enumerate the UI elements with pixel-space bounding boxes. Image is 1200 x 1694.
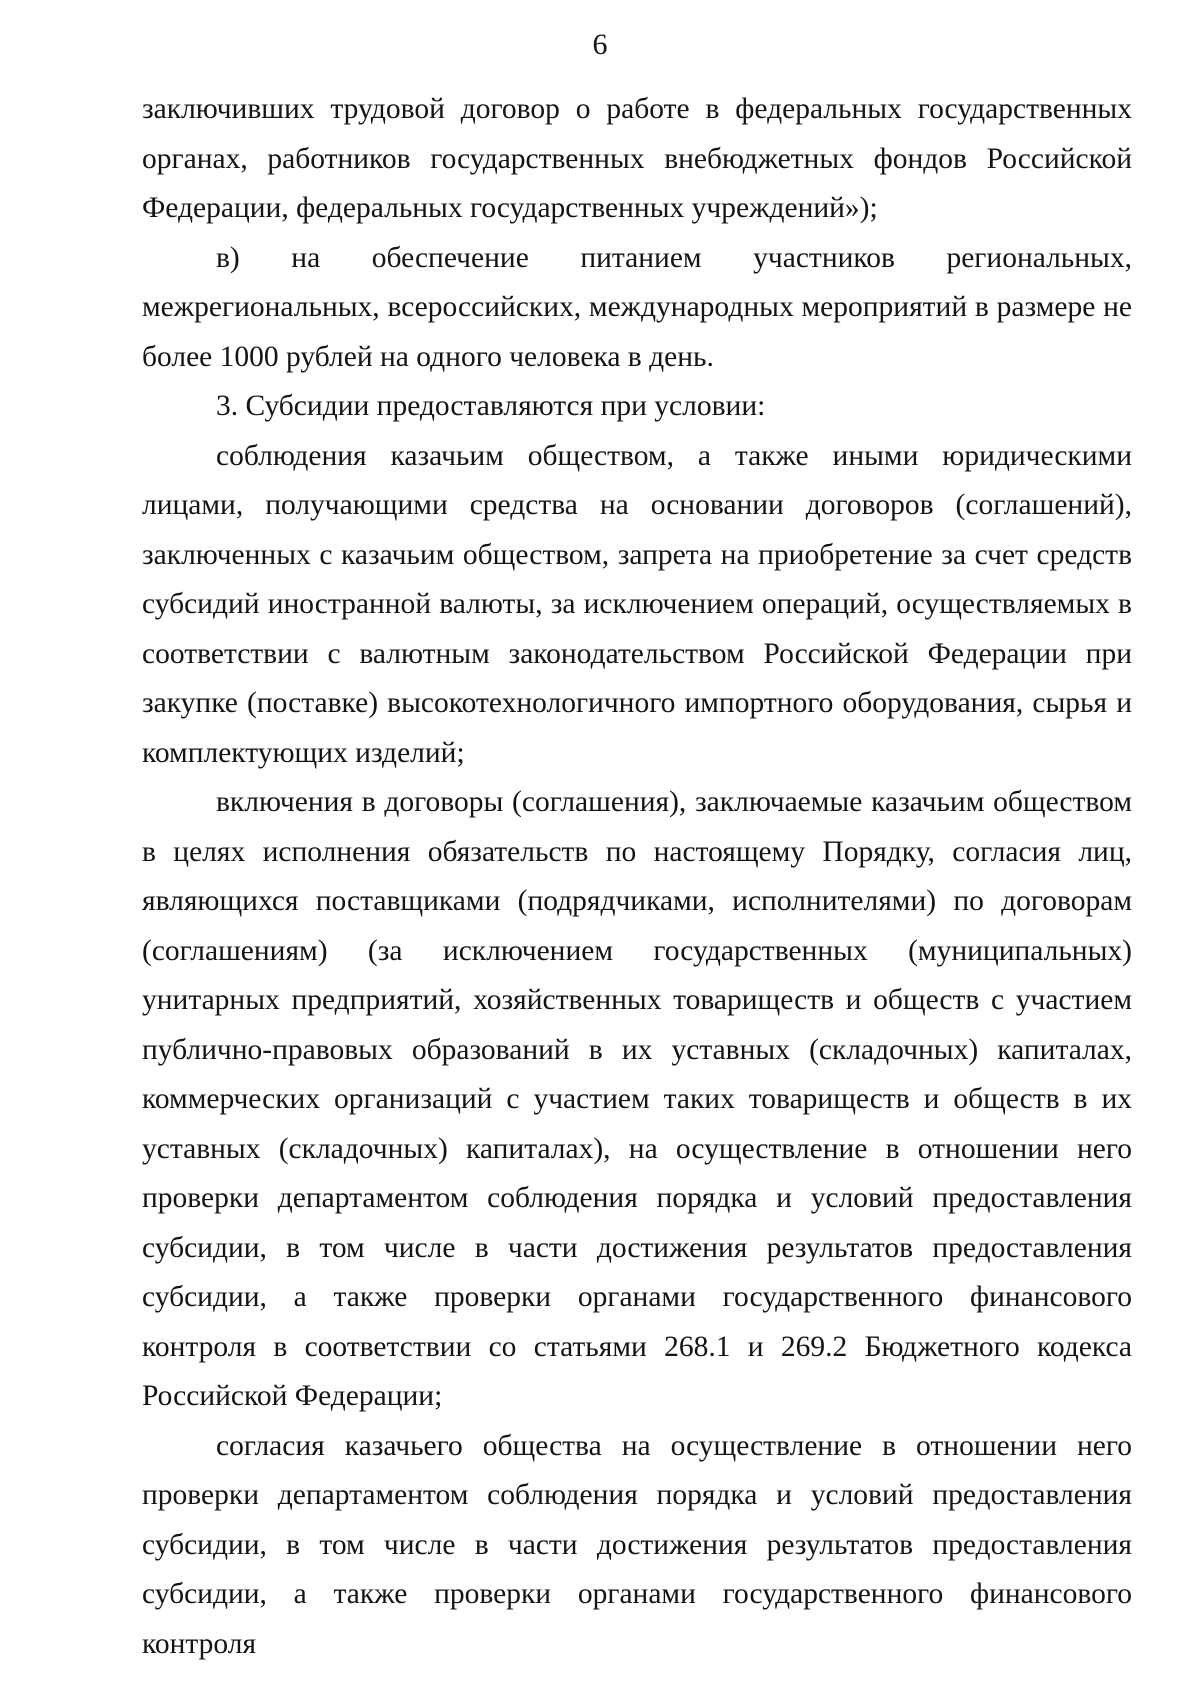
paragraph-condition-contracts: включения в договоры (соглашения), заключаемые казачьим обществом в целях исполнения обязательств по настоящему Порядку, согласия лиц, являющихся поставщиками (подрядчиками, исполнителями) по договорам (соглашениям) (за исключением государственных (муниципальных) унитарных предприятий, хозяйственных товариществ и обществ с участием публично-правовых образований в их уставных (складочных) капиталах, коммерческих организаций с участием таких товариществ и обществ в их уставных (складочных) капиталах), на осуществление в отношении него проверки департаментом соблюдения порядка и условий предоставления субсидии, в том числе в части достижения результатов предоставления субсидии, а также проверки органами государственного финансового контроля в соответствии со статьями 268.1 и 269.2 Бюджетного кодекса Российской Федерации; bbox=[142, 786, 1132, 1412]
page-number: 6 bbox=[592, 28, 608, 61]
paragraph-condition-currency: соблюдения казачьим обществом, а также иными юридическими лицами, получающими средства на основании договоров (соглашений), заключенных с казачьим обществом, запрета на приобретение за счет средств субсидий иностранной валюты, за исключением операций, осуществляемых в соответствии с валютным законодательством Российской Федерации при закупке (поставке) высокотехнологичного импортного оборудования, сырья и комплектующих изделий; bbox=[142, 439, 1132, 769]
paragraph-condition-consent: согласия казачьего общества на осуществление в отношении него проверки департаментом соблюдения порядка и условий предоставления субсидии, в том числе в части достижения результатов предоставления субсидии, а также проверки органами государственного финансового контроля bbox=[142, 1429, 1132, 1660]
paragraph-item-v: в) на обеспечение питанием участников региональных, межрегиональных, всероссийских, международных мероприятий в размере не более 1000 рублей на одного человека в день. bbox=[142, 241, 1132, 373]
paragraph-continuation: заключивших трудовой договор о работе в федеральных государственных органах, работников государственных внебюджетных фондов Российской Федерации, федеральных государственных учреждений»); bbox=[142, 93, 1132, 224]
paragraph-section-3: 3. Субсидии предоставляются при условии: bbox=[216, 390, 766, 422]
document-body bbox=[142, 85, 1132, 1669]
